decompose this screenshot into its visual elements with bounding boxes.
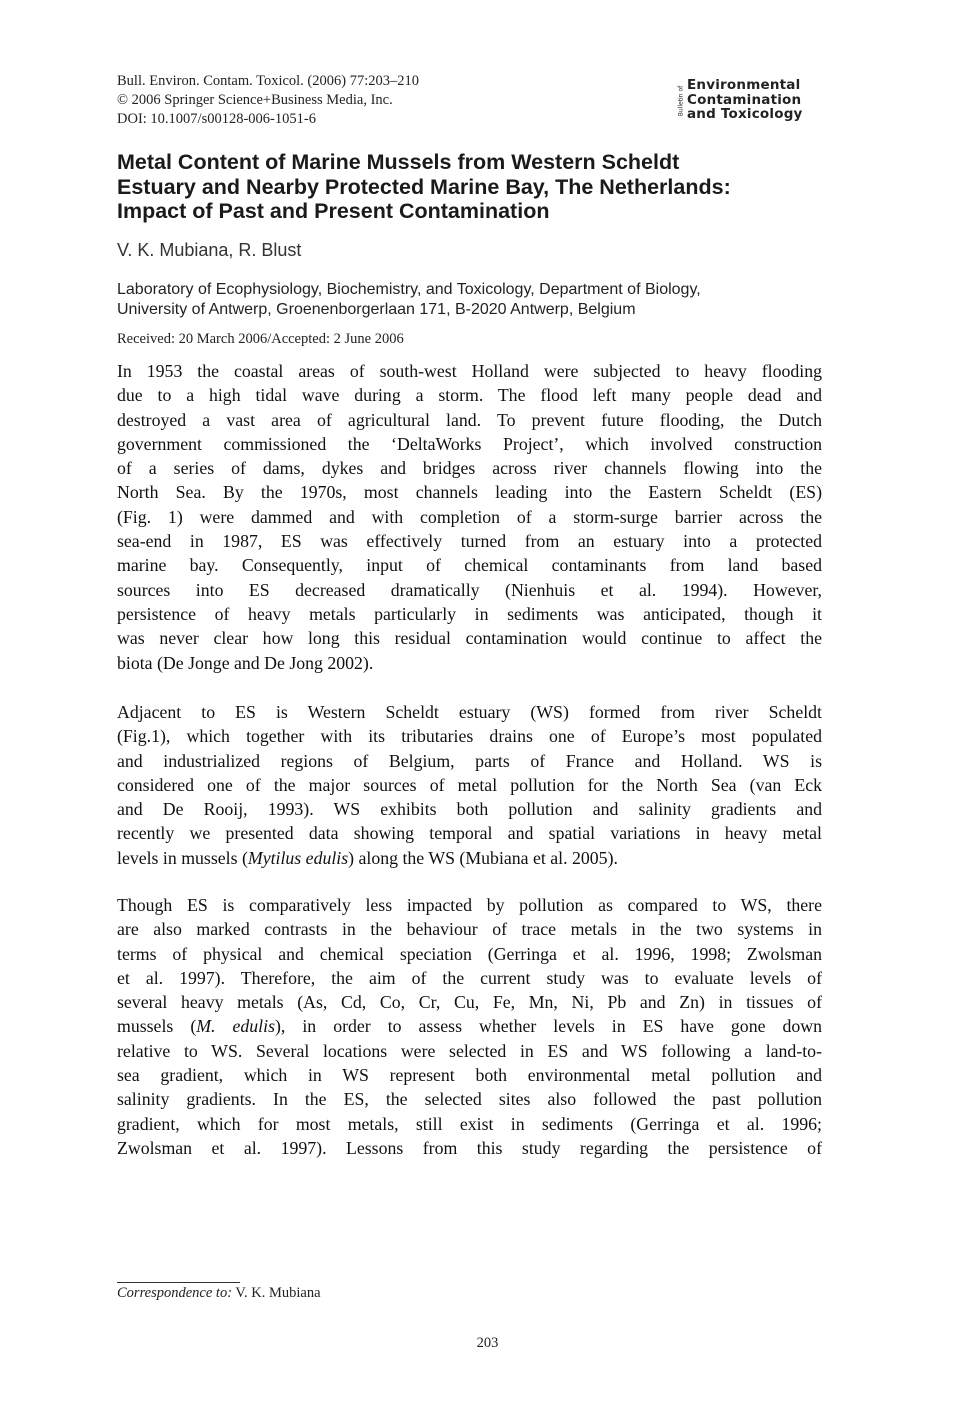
text-line <box>117 846 822 870</box>
species-name: Mytilus edulis <box>247 847 349 868</box>
text-line: Adjacent to ES is Western Scheldt estuary (WS) formed from river Scheldt <box>117 702 822 722</box>
text-line: persistence of heavy metals particularly in sediments was anticipated, though it <box>117 603 822 624</box>
affiliation-line: University of Antwerp, Groenenborgerlaan 171, B-2020 Antwerp, Belgium <box>117 301 636 318</box>
title-line: Estuary and Nearby Protected Marine Bay, The Netherlands: <box>117 174 731 199</box>
text-line <box>117 1014 822 1038</box>
text-line: recently we presented data showing temporal and spatial variations in heavy metal <box>117 823 822 844</box>
text-line: salinity gradients. In the ES, the selected sites also followed the past pollution <box>117 1089 822 1110</box>
text-line: Though ES is comparatively less impacted by pollution as compared to WS, there <box>117 895 822 915</box>
text-line: terms of physical and chemical speciation (Gerringa et al. 1996, 1998; Zwolsman <box>117 943 822 964</box>
citation-doi[interactable]: DOI: 10.1007/s00128-006-1051-6 <box>117 111 316 127</box>
text-line: considered one of the major sources of metal pollution for the North Sea (van Eck <box>117 774 822 795</box>
text-line: due to a high tidal wave during a storm. The flood left many people dead and <box>117 385 822 406</box>
text-line: gradient, which for most metals, still exist in sediments (Gerringa et al. 1996; <box>117 1113 822 1134</box>
received-dates: Received: 20 March 2006/Accepted: 2 June 2006 <box>117 331 404 347</box>
text-run: levels in mussels ( <box>117 847 248 868</box>
text-line: North Sea. By the 1970s, most channels leading into the Eastern Scheldt (ES) <box>117 482 822 503</box>
article-title <box>117 150 837 224</box>
citation-block <box>117 72 419 129</box>
journal-logo-line: Contamination <box>687 91 802 108</box>
text-line: several heavy metals (As, Cd, Co, Cr, Cu, Fe, Mn, Ni, Pb and Zn) in tissues of <box>117 992 822 1013</box>
text-line: (Fig.1), which together with its tributaries drains one of Europe’s most populated <box>117 726 822 747</box>
page-number: 203 <box>476 1335 499 1351</box>
text-line: and De Rooij, 1993). WS exhibits both pollution and salinity gradients and <box>117 799 822 820</box>
text-line: In 1953 the coastal areas of south-west Holland were subjected to heavy flooding <box>117 361 822 381</box>
text-line: of a series of dams, dykes and bridges across river channels flowing into the <box>117 458 822 479</box>
species-name: M. edulis <box>196 1016 275 1037</box>
affiliation-line: Laboratory of Ecophysiology, Biochemistry, and Toxicology, Department of Biology, <box>117 281 701 298</box>
journal-logo-line: and Toxicology <box>687 106 803 122</box>
text-line: destroyed a vast area of agricultural land. To prevent future flooding, the Dutch <box>117 409 822 430</box>
journal-logo <box>676 78 840 124</box>
body-paragraph-1 <box>117 359 822 675</box>
citation-copyright: © 2006 Springer Science+Business Media, Inc. <box>117 92 393 108</box>
text-line: sea-end in 1987, ES was effectively turned from an estuary into a protected <box>117 531 822 552</box>
text-line: are also marked contrasts in the behaviour of trace metals in the two systems in <box>117 919 822 940</box>
footnote <box>117 1285 321 1302</box>
text-line: et al. 1997). Therefore, the aim of the current study was to evaluate levels of <box>117 967 822 988</box>
text-line: government commissioned the ‘DeltaWorks Project’, which involved construction <box>117 433 822 454</box>
text-line: and industrialized regions of Belgium, parts of France and Holland. WS is <box>117 750 822 771</box>
citation-journal: Bull. Environ. Contam. Toxicol. (2006) 77:203–210 <box>117 73 419 89</box>
text-line: biota (De Jonge and De Jong 2002). <box>117 652 374 673</box>
title-line: Metal Content of Marine Mussels from Western Scheldt <box>117 150 680 174</box>
text-line: was never clear how long this residual contamination would continue to affect the <box>117 628 822 649</box>
title-line: Impact of Past and Present Contamination <box>117 199 550 223</box>
journal-logo-side-label: Bulletin of <box>677 85 684 117</box>
footnote-divider <box>117 1282 240 1283</box>
affiliation <box>117 280 837 320</box>
text-run: ) along the WS (Mubiana et al. 2005). <box>348 847 618 868</box>
footnote-label: Correspondence to: <box>117 1285 233 1301</box>
text-line: marine bay. Consequently, input of chemical contaminants from land based <box>117 555 822 576</box>
text-run: ), in order to assess whether levels in ES have gone down <box>274 1016 822 1037</box>
footnote-text: V. K. Mubiana <box>232 1285 321 1301</box>
authors: V. K. Mubiana, R. Blust <box>117 240 302 260</box>
text-line: sources into ES decreased dramatically (Nienhuis et al. 1994). However, <box>117 579 822 600</box>
journal-logo-line: Environmental <box>687 77 801 93</box>
body-paragraph-2 <box>117 700 822 870</box>
body-paragraph-3 <box>117 893 822 1160</box>
text-run: mussels ( <box>117 1016 197 1037</box>
text-line: sea gradient, which in WS represent both environmental metal pollution and <box>117 1065 822 1086</box>
text-line: Zwolsman et al. 1997). Lessons from this study regarding the persistence of <box>117 1137 822 1158</box>
text-line: (Fig. 1) were dammed and with completion of a storm-surge barrier across the <box>117 506 822 527</box>
text-line: relative to WS. Several locations were selected in ES and WS following a land-to- <box>117 1040 822 1061</box>
